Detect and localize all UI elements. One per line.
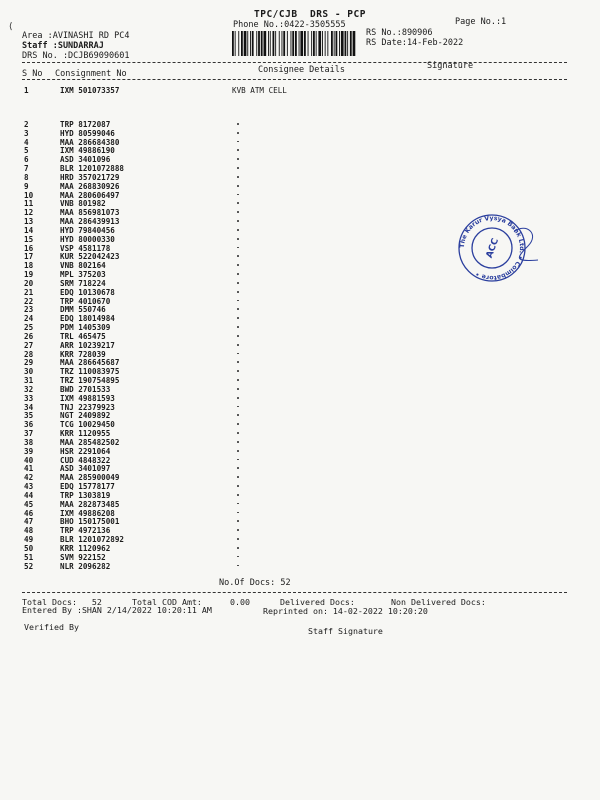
row-consignment-number: TRZ 190754895 [60, 376, 120, 386]
row-consignment-number: TNJ 22379923 [60, 402, 115, 412]
table-row [0, 376, 600, 385]
staff-label: Staff :SUNDARRAJ [22, 41, 104, 51]
row-serial-number: 10 [24, 190, 34, 200]
staff-signature: Staff Signature [308, 626, 383, 636]
row-signature-mark [237, 335, 239, 337]
row-signature-mark [237, 379, 239, 381]
row-serial-number: 5 [24, 146, 29, 156]
row-serial-number: 28 [24, 349, 34, 359]
row-serial-number: 44 [24, 490, 34, 500]
corner-mark-icon: ⟨ [8, 22, 14, 32]
row-consignment-number: IXM 49886190 [60, 146, 115, 156]
table-row [0, 86, 600, 95]
row-serial-number: 51 [24, 552, 34, 562]
table-row [0, 544, 600, 553]
row-serial-number: 13 [24, 217, 34, 227]
row-consignment-number: PDM 1405309 [60, 323, 111, 333]
row-consignment-number: TCG 10029450 [60, 420, 115, 430]
table-row [0, 447, 600, 456]
row-consignment-number: MPL 375203 [60, 270, 106, 280]
row-signature-mark [237, 132, 239, 134]
row-serial-number: 4 [24, 137, 29, 147]
row-consignment-number: TRL 465475 [60, 331, 106, 341]
row-serial-number: 52 [24, 561, 34, 571]
row-serial-number: 21 [24, 287, 34, 297]
row-signature-mark [237, 565, 239, 567]
table-row [0, 199, 600, 208]
row-serial-number: 2 [24, 120, 29, 129]
row-consignment-number: TRP 8172087 [60, 120, 111, 129]
table-row [0, 367, 600, 376]
row-consignment-number: VSP 4581178 [60, 243, 111, 253]
row-consignment-number: CUD 4848322 [60, 455, 111, 465]
row-serial-number: 47 [24, 517, 34, 527]
page-number: Page No.:1 [455, 17, 507, 27]
row-signature-mark [237, 255, 239, 257]
row-consignment-number: VNB 802164 [60, 261, 106, 271]
row-signature-mark [237, 238, 239, 240]
table-row [0, 164, 600, 173]
row-consignment-number: MAA 285482502 [60, 437, 120, 447]
row-consignment-number: BHO 150175001 [60, 517, 120, 527]
row-consignment-number: BLR 1201072888 [60, 164, 125, 174]
row-consignment-number: HYD 80000330 [60, 234, 115, 244]
row-serial-number: 17 [24, 252, 34, 262]
row-consignment-number: KRR 1120955 [60, 429, 111, 439]
table-row [0, 420, 600, 429]
row-signature-mark [237, 211, 239, 213]
row-serial-number: 38 [24, 437, 34, 447]
row-signature-mark [237, 441, 239, 443]
row-consignment-number: TRP 4010670 [60, 296, 111, 306]
row-consignment-number: ASD 3401097 [60, 464, 111, 474]
row-signature-mark [237, 512, 239, 514]
table-row [0, 473, 600, 482]
table-row [0, 438, 600, 447]
table-row [0, 350, 600, 359]
row-signature-mark [237, 149, 239, 151]
row-consignment-number: IXM 501073357 [60, 86, 120, 95]
column-header-sno: S No [22, 69, 43, 79]
table-row [0, 305, 600, 314]
footer-divider [22, 592, 567, 593]
row-signature-mark [237, 264, 239, 266]
row-serial-number: 26 [24, 331, 34, 341]
row-consignment-number: EDQ 10130678 [60, 287, 115, 297]
row-serial-number: 8 [24, 172, 29, 182]
row-signature-mark [237, 194, 239, 196]
bank-seal-stamp [454, 212, 546, 284]
row-serial-number: 6 [24, 155, 29, 165]
row-signature-mark [237, 317, 239, 319]
row-signature-mark [237, 459, 239, 461]
row-signature-mark [237, 123, 239, 125]
total-docs: Total Docs: 52 [22, 597, 102, 607]
row-serial-number: 31 [24, 376, 34, 386]
row-serial-number: 37 [24, 429, 34, 439]
row-consignment-number: TRP 4972136 [60, 526, 111, 536]
row-signature-mark [237, 476, 239, 478]
row-signature-mark [237, 247, 239, 249]
barcode-image [231, 31, 356, 56]
row-consignment-number: SVM 922152 [60, 552, 106, 562]
area-label: Area :AVINASHI RD PC4 [22, 31, 130, 41]
row-consignment-number: HYD 79840456 [60, 225, 115, 235]
row-signature-mark [237, 344, 239, 346]
row-consignment-number: EDQ 18014984 [60, 314, 115, 324]
row-signature-mark [237, 291, 239, 293]
row-signature-mark [237, 485, 239, 487]
row-consignment-number: KRR 1120962 [60, 543, 111, 553]
row-consignment-number: EDQ 15778177 [60, 482, 115, 492]
table-row [0, 138, 600, 147]
row-signature-mark [237, 397, 239, 399]
table-row [0, 464, 600, 473]
row-consignment-number: HRD 357021729 [60, 172, 120, 182]
row-serial-number: 19 [24, 270, 34, 280]
table-row [0, 482, 600, 491]
row-consignment-number: MAA 286439913 [60, 217, 120, 227]
table-row [0, 394, 600, 403]
row-signature-mark [237, 273, 239, 275]
table-row [0, 411, 600, 420]
row-signature-mark [237, 353, 239, 355]
column-header-signature: Signature [427, 61, 474, 71]
table-row [0, 429, 600, 438]
row-consignment-number: MAA 286684380 [60, 137, 120, 147]
row-signature-mark [237, 494, 239, 496]
row-consignment-number: KUR 522042423 [60, 252, 120, 262]
row-signature-mark [237, 361, 239, 363]
row-serial-number: 45 [24, 499, 34, 509]
row-signature-mark [237, 158, 239, 160]
row-serial-number: 3 [24, 128, 29, 138]
rs-date: RS Date:14-Feb-2022 [366, 38, 464, 48]
phone-number: Phone No.:0422-3505555 [233, 20, 346, 30]
row-signature-mark [237, 326, 239, 328]
table-row [0, 456, 600, 465]
row-consignment-number: TRP 1303819 [60, 490, 111, 500]
row-consignment-number: MAA 856981073 [60, 208, 120, 218]
table-row [0, 358, 600, 367]
row-signature-mark [237, 167, 239, 169]
table-row [0, 146, 600, 155]
table-row [0, 385, 600, 394]
row-signature-mark [237, 547, 239, 549]
row-signature-mark [237, 503, 239, 505]
row-serial-number: 43 [24, 482, 34, 492]
row-consignment-number: MAA 268830926 [60, 181, 120, 191]
reprinted-on: Reprinted on: 14-02-2022 10:20:20 [263, 606, 428, 616]
row-serial-number: 18 [24, 261, 34, 271]
rs-number: RS No.:890906 [366, 28, 433, 38]
row-signature-mark [237, 538, 239, 540]
table-row [0, 553, 600, 562]
row-serial-number: 15 [24, 234, 34, 244]
row-serial-number: 12 [24, 208, 34, 218]
row-consignment-number: DMM 550746 [60, 305, 106, 315]
row-consignment-number: VNB 801982 [60, 199, 106, 209]
svg-text:ACC: ACC [484, 237, 502, 260]
row-serial-number: 1 [24, 86, 29, 95]
row-serial-number: 32 [24, 384, 34, 394]
row-consignment-number: SRM 718224 [60, 278, 106, 288]
row-signature-mark [237, 556, 239, 558]
row-consignment-number: IXM 49881593 [60, 393, 115, 403]
row-signature-mark [237, 414, 239, 416]
row-serial-number: 16 [24, 243, 34, 253]
row-signature-mark [237, 423, 239, 425]
row-signature-mark [237, 308, 239, 310]
header-divider-bottom [22, 79, 567, 80]
drs-number: DRS No. :DCJB69090601 [22, 51, 130, 61]
row-serial-number: 27 [24, 340, 34, 350]
row-serial-number: 41 [24, 464, 34, 474]
table-row [0, 297, 600, 306]
row-signature-mark [237, 406, 239, 408]
total-cod-label: Total COD Amt: [132, 597, 202, 607]
row-signature-mark [237, 229, 239, 231]
row-signature-mark [237, 185, 239, 187]
row-serial-number: 20 [24, 278, 34, 288]
delivered-docs: Delivered Docs: [280, 597, 355, 607]
row-serial-number: 14 [24, 225, 34, 235]
row-signature-mark [237, 520, 239, 522]
column-header-consignee: Consignee Details [258, 65, 345, 75]
row-signature-mark [237, 176, 239, 178]
docs-count: No.Of Docs: 52 [219, 578, 291, 588]
row-consignment-number: NGT 2409892 [60, 411, 111, 421]
row-signature-mark [237, 282, 239, 284]
row-consignment-number: NLR 2096282 [60, 561, 111, 571]
row-serial-number: 42 [24, 473, 34, 483]
row-consignment-number: IXM 49886208 [60, 508, 115, 518]
table-row [0, 314, 600, 323]
table-row [0, 535, 600, 544]
row-consignment-number: MAA 285900049 [60, 473, 120, 483]
table-row [0, 332, 600, 341]
row-signature-mark [237, 202, 239, 204]
row-serial-number: 30 [24, 367, 34, 377]
row-serial-number: 29 [24, 358, 34, 368]
row-serial-number: 48 [24, 526, 34, 536]
table-row [0, 173, 600, 182]
row-consignment-number: MAA 282873485 [60, 499, 120, 509]
table-row [0, 562, 600, 571]
row-serial-number: 40 [24, 455, 34, 465]
row-serial-number: 39 [24, 446, 34, 456]
row-serial-number: 9 [24, 181, 29, 191]
row-consignment-number: BWD 2701533 [60, 384, 111, 394]
row-serial-number: 25 [24, 323, 34, 333]
table-row [0, 491, 600, 500]
row-serial-number: 11 [24, 199, 34, 209]
row-serial-number: 33 [24, 393, 34, 403]
table-row [0, 155, 600, 164]
row-serial-number: 46 [24, 508, 34, 518]
row-serial-number: 7 [24, 164, 29, 174]
total-cod-value: 0.00 [230, 597, 250, 607]
row-serial-number: 22 [24, 296, 34, 306]
row-signature-mark [237, 529, 239, 531]
non-delivered-docs: Non Delivered Docs: [391, 597, 486, 607]
row-serial-number: 35 [24, 411, 34, 421]
svg-text:The Karur Vysya Bank Ltd. • Co: The Karur Vysya Bank Ltd. • Coimbatore • [458, 214, 526, 282]
row-consignment-number: HYD 80599046 [60, 128, 115, 138]
verified-by: Verified By [24, 622, 79, 632]
row-consignment-number: BLR 1201072892 [60, 535, 125, 544]
table-row [0, 120, 600, 129]
row-consignment-number: MAA 280606497 [60, 190, 120, 200]
table-row [0, 341, 600, 350]
row-consignment-number: ARR 10239217 [60, 340, 115, 350]
row-signature-mark [237, 450, 239, 452]
row-serial-number: 23 [24, 305, 34, 315]
header-divider-top [22, 62, 567, 63]
row-signature-mark [237, 370, 239, 372]
table-row [0, 509, 600, 518]
row-serial-number: 49 [24, 535, 34, 544]
entered-by: Entered By :SHAN 2/14/2022 10:20:11 AM [22, 605, 212, 615]
table-row [0, 323, 600, 332]
table-row [0, 182, 600, 191]
row-serial-number: 34 [24, 402, 34, 412]
table-row [0, 517, 600, 526]
row-consignment-number: HSR 2291064 [60, 446, 111, 456]
row-serial-number: 36 [24, 420, 34, 430]
row-signature-mark [237, 432, 239, 434]
row-consignment-number: ASD 3401096 [60, 155, 111, 165]
row-consignment-number: TRZ 110083975 [60, 367, 120, 377]
row-consignee-details: KVB ATM CELL [232, 86, 287, 95]
table-row [0, 500, 600, 509]
table-row [0, 191, 600, 200]
row-signature-mark [237, 220, 239, 222]
row-signature-mark [237, 141, 239, 143]
row-consignment-number: KRR 728039 [60, 349, 106, 359]
row-signature-mark [237, 467, 239, 469]
table-row [0, 288, 600, 297]
table-row [0, 403, 600, 412]
row-signature-mark [237, 300, 239, 302]
row-signature-mark [237, 388, 239, 390]
document-title: TPC/CJB DRS - PCP [254, 9, 366, 20]
row-serial-number: 50 [24, 543, 34, 553]
table-row [0, 129, 600, 138]
column-header-consignment: Consignment No [55, 69, 127, 79]
table-row [0, 526, 600, 535]
row-serial-number: 24 [24, 314, 34, 324]
row-consignment-number: MAA 286645687 [60, 358, 120, 368]
